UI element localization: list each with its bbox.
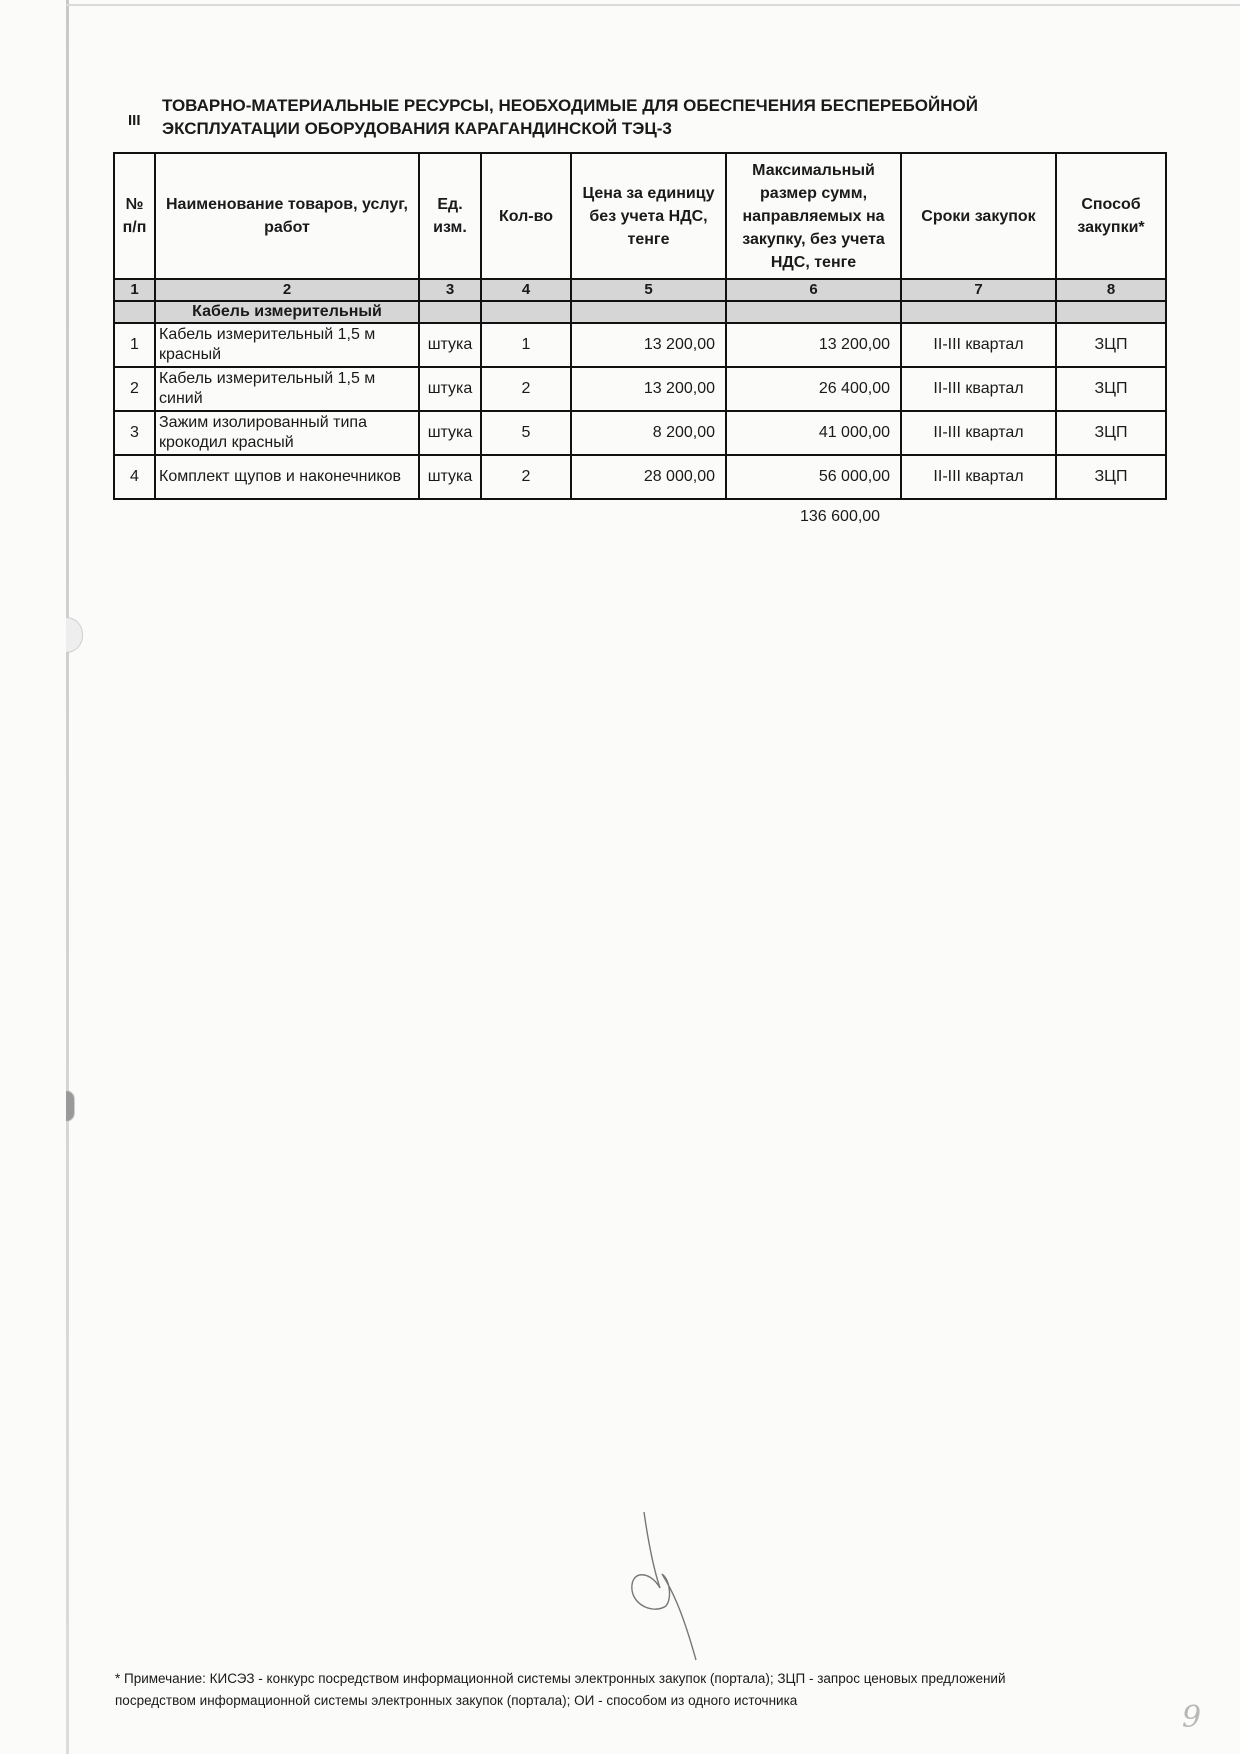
max-amount: 41 000,00 — [726, 411, 901, 455]
item-name: Кабель измерительный 1,5 м синий — [155, 367, 419, 411]
max-amount: 13 200,00 — [726, 323, 901, 367]
column-number: 7 — [901, 279, 1056, 301]
purchase-method: ЗЦП — [1056, 411, 1166, 455]
column-number: 3 — [419, 279, 481, 301]
unit-price: 28 000,00 — [571, 455, 726, 499]
header-cell: Способ закупки* — [1056, 153, 1166, 279]
unit: штука — [419, 411, 481, 455]
quantity: 1 — [481, 323, 571, 367]
resources-table — [113, 152, 1167, 500]
column-number: 1 — [114, 279, 155, 301]
unit: штука — [419, 455, 481, 499]
page-number: 9 — [1182, 1700, 1202, 1735]
item-name: Комплект щупов и наконечников — [155, 455, 419, 499]
row-number: 2 — [114, 367, 155, 411]
unit-price: 8 200,00 — [571, 411, 726, 455]
footnote: * Примечание: КИСЭЗ - конкурс посредством информационной системы электронных закупок (портала); ЗЦП - запрос ценовых предложений посредством информационной системы электронных закупок (портала); ОИ - способом из одного источника — [115, 1671, 1006, 1708]
unit: штука — [419, 367, 481, 411]
group-label: Кабель измерительный — [155, 301, 419, 323]
quantity: 2 — [481, 455, 571, 499]
table-header-row — [114, 153, 1166, 279]
purchase-method: ЗЦП — [1056, 323, 1166, 367]
unit-price: 13 200,00 — [571, 323, 726, 367]
column-number: 2 — [155, 279, 419, 301]
row-number: 1 — [114, 323, 155, 367]
section-number: III — [128, 112, 141, 129]
column-number: 8 — [1056, 279, 1166, 301]
item-name: Зажим изолированный типа крокодил красный — [155, 411, 419, 455]
row-number: 3 — [114, 411, 155, 455]
column-number: 4 — [481, 279, 571, 301]
unit: штука — [419, 323, 481, 367]
purchase-method: ЗЦП — [1056, 367, 1166, 411]
header-cell: Наименование товаров, услуг, работ — [155, 153, 419, 279]
column-number: 6 — [726, 279, 901, 301]
table-row — [114, 455, 1166, 499]
purchase-period: II-III квартал — [901, 323, 1056, 367]
header-cell: Цена за единицу без учета НДС, тенге — [571, 153, 726, 279]
scan-left-edge — [66, 0, 69, 1754]
item-name: Кабель измерительный 1,5 м красный — [155, 323, 419, 367]
punch-hole — [66, 617, 83, 653]
header-cell: Максимальный размер сумм, направляемых на закупку, без учета НДС, тенге — [726, 153, 901, 279]
quantity: 5 — [481, 411, 571, 455]
header-cell: Сроки закупок — [901, 153, 1056, 279]
quantity: 2 — [481, 367, 571, 411]
unit-price: 13 200,00 — [571, 367, 726, 411]
header-cell: Ед. изм. — [419, 153, 481, 279]
max-amount: 56 000,00 — [726, 455, 901, 499]
table-row — [114, 323, 1166, 367]
table-row — [114, 367, 1166, 411]
purchase-period: II-III квартал — [901, 455, 1056, 499]
header-cell: № п/п — [114, 153, 155, 279]
section-title: ТОВАРНО-МАТЕРИАЛЬНЫЕ РЕСУРСЫ, НЕОБХОДИМЫЕ ДЛЯ ОБЕСПЕЧЕНИЯ БЕСПЕРЕБОЙНОЙ ЭКСПЛУАТАЦИИ ОБОРУДОВАНИЯ КАРАГАНДИНСКОЙ ТЭЦ-3 — [162, 96, 978, 138]
purchase-method: ЗЦП — [1056, 455, 1166, 499]
group-row — [114, 301, 1166, 323]
purchase-period: II-III квартал — [901, 367, 1056, 411]
punch-hole — [66, 1090, 75, 1122]
signature-mark — [620, 1510, 710, 1670]
row-number: 4 — [114, 455, 155, 499]
table-row — [114, 411, 1166, 455]
column-number: 5 — [571, 279, 726, 301]
purchase-period: II-III квартал — [901, 411, 1056, 455]
grand-total: 136 600,00 — [800, 508, 881, 525]
scan-top-edge — [66, 4, 1240, 6]
column-number-row — [114, 279, 1166, 301]
header-cell: Кол-во — [481, 153, 571, 279]
max-amount: 26 400,00 — [726, 367, 901, 411]
